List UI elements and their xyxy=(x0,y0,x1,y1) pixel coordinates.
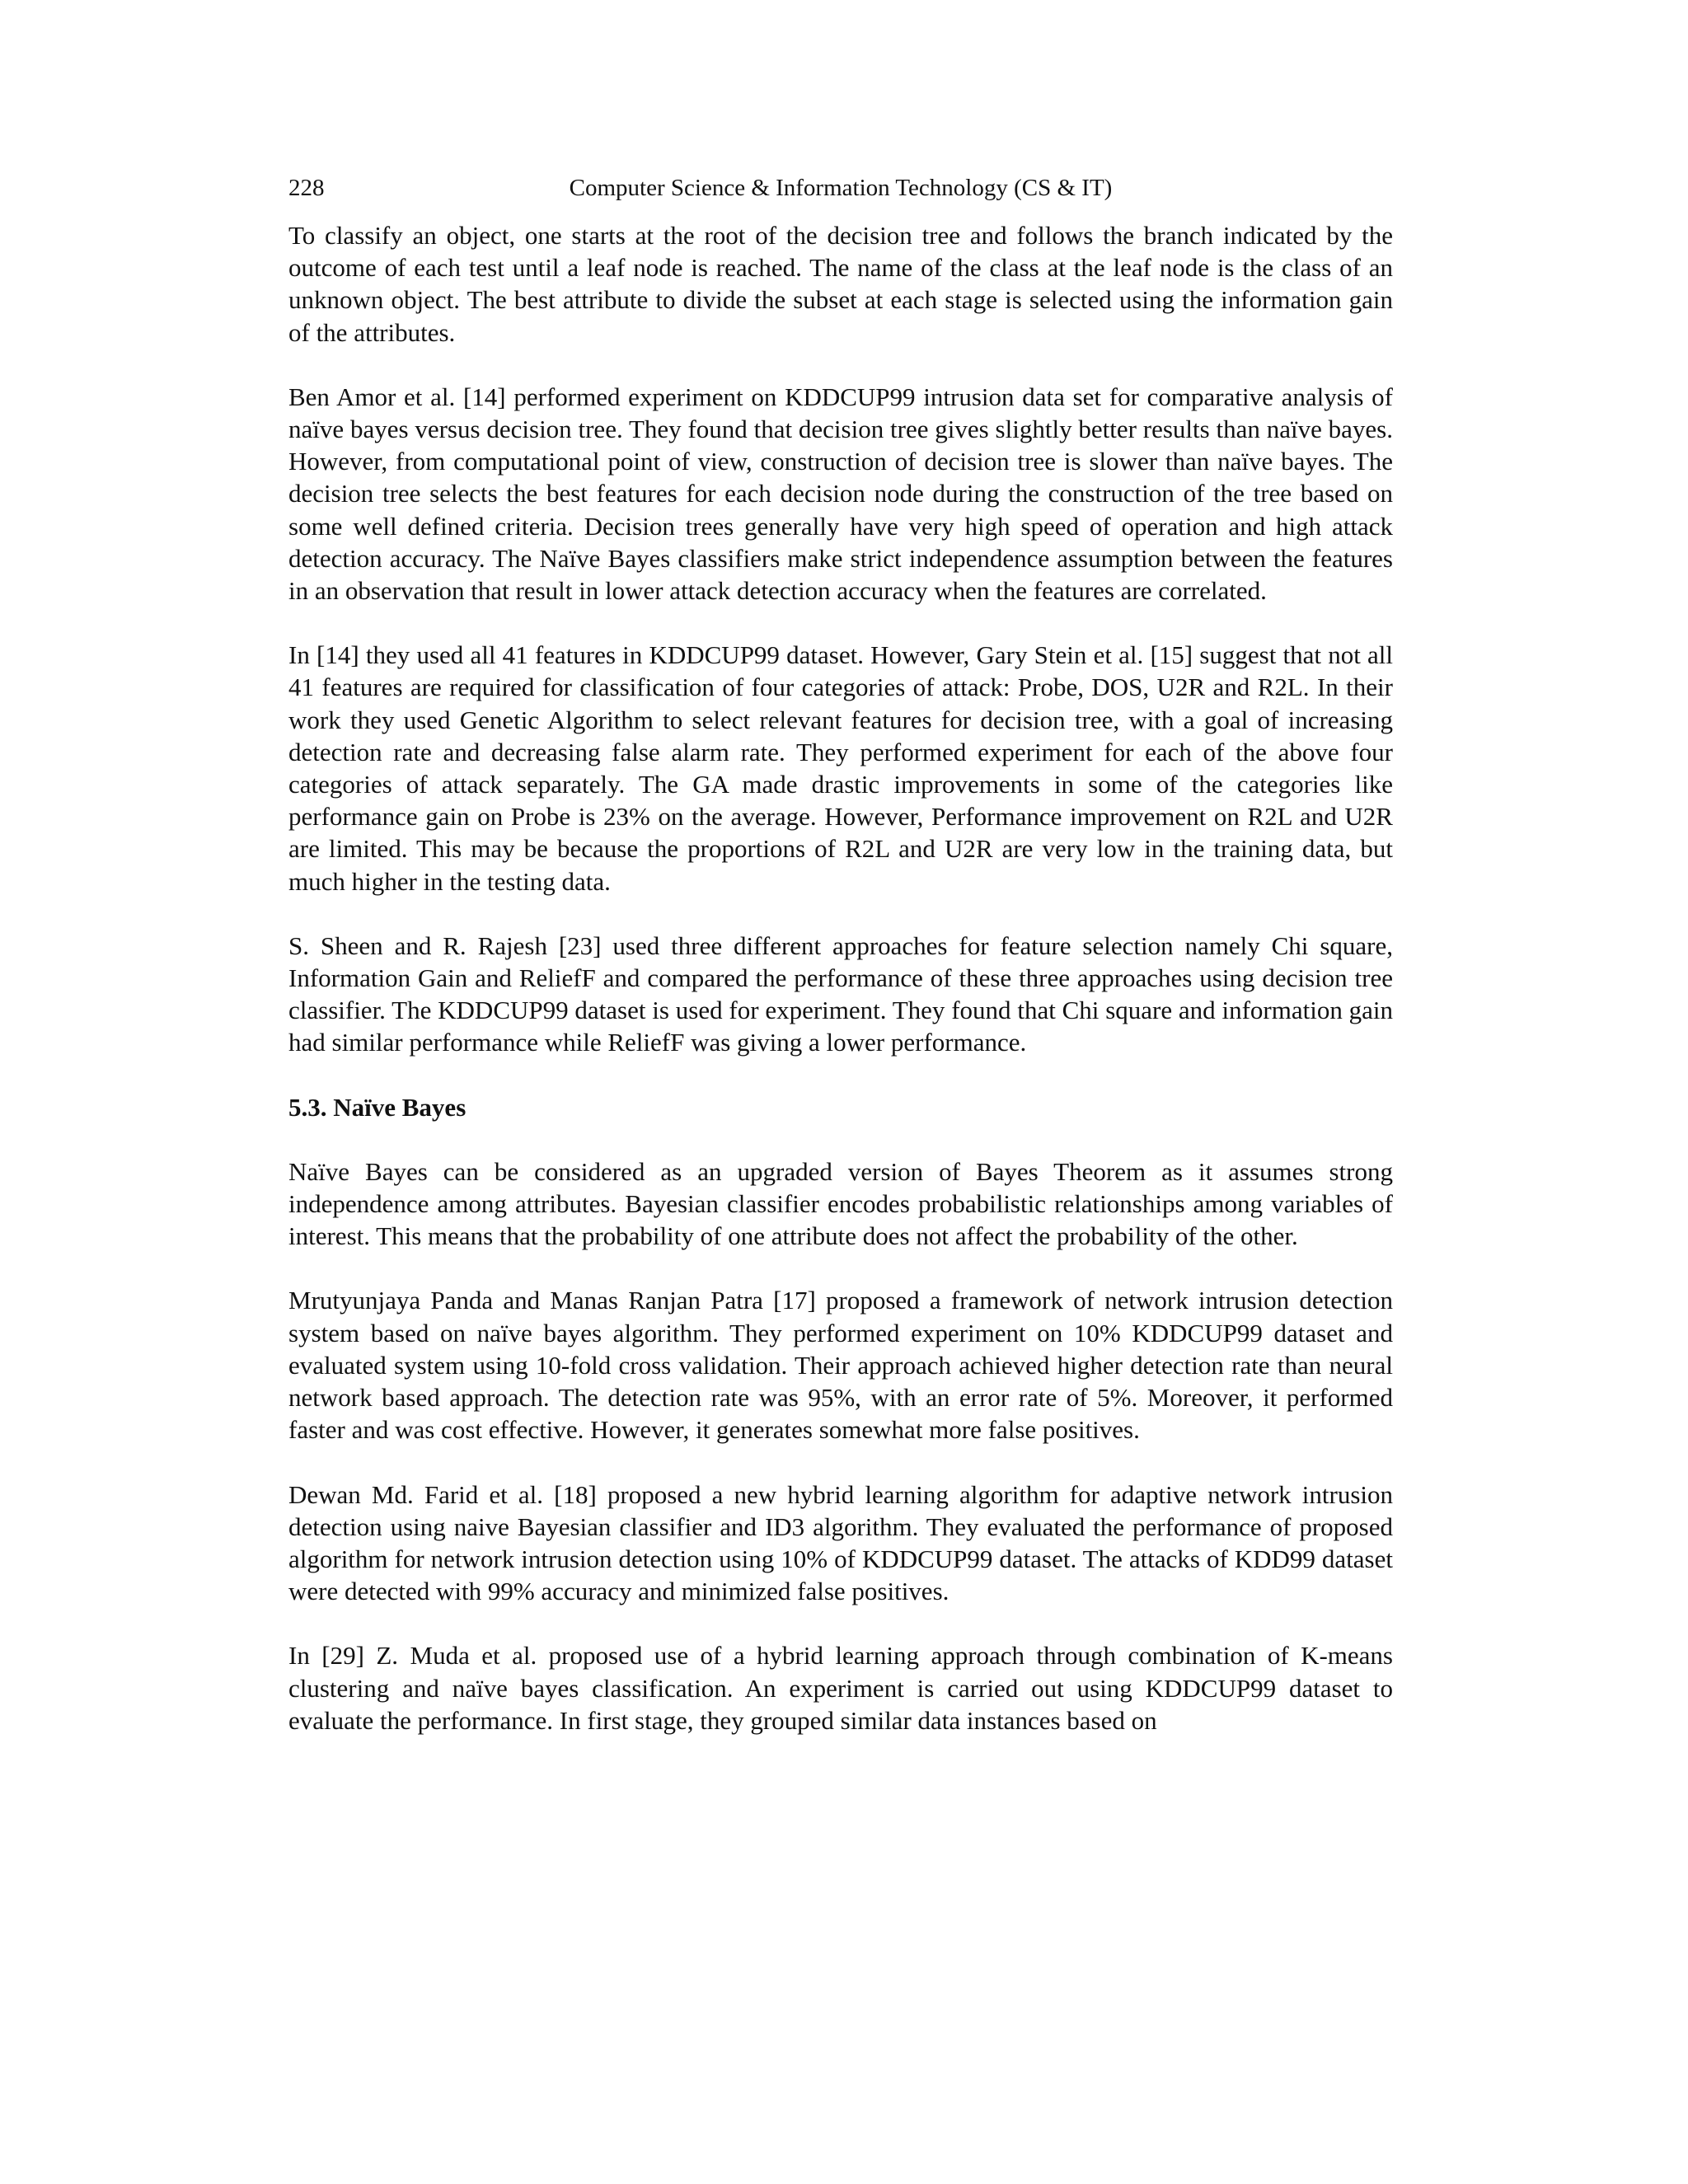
paragraph-farid: Dewan Md. Farid et al. [18] proposed a new hybrid learning algorithm for adaptive network intrusion detection using naive Bayesian classifier and ID3 algorithm. They evaluated the performance of proposed algorithm for network intrusion detection using 10% of KDDCUP99 dataset. The attacks of KDD99 dataset were detected with 99% accuracy and minimized false positives. xyxy=(288,1479,1393,1606)
running-header xyxy=(288,171,1393,204)
paper-page xyxy=(288,0,1393,2184)
page-number: 228 xyxy=(288,175,325,201)
section-heading-naive-bayes: 5.3. Naïve Bayes xyxy=(288,1092,467,1122)
paragraph-gary-stein: In [14] they used all 41 features in KDDCUP99 dataset. However, Gary Stein et al. [15] suggest that not all 41 features are required for classification of four categories of attack: Probe, DOS, U2R and R2L. In their work they used Genetic Algorithm to select relevant features for decision tree, with a goal of increasing detection rate and decreasing false alarm rate. They performed experiment for each of the above four categories of attack separately. The GA made drastic improvements in some of the categories like performance gain on Probe is 23% on the average. However, Performance improvement on R2L and U2R are limited. This may be because the proportions of R2L and U2R are very low in the training data, but much higher in the testing data. xyxy=(288,640,1393,896)
paragraph-decision-tree-classify: To classify an object, one starts at the root of the decision tree and follows the branch indicated by the outcome of each test until a leaf node is reached. The name of the class at the leaf node is the class of an unknown object. The best attribute to divide the subset at each stage is selected using the information gain of the attributes. xyxy=(288,221,1393,347)
paragraph-muda: In [29] Z. Muda et al. proposed use of a hybrid learning approach through combination of K-means clustering and naïve bayes classification. An experiment is carried out using KDDCUP99 dataset to evaluate the performance. In first stage, they grouped similar data instances based on xyxy=(288,1641,1393,1735)
journal-title: Computer Science & Information Technology (CS & IT) xyxy=(569,175,1113,201)
paragraph-ben-amor: Ben Amor et al. [14] performed experiment on KDDCUP99 intrusion data set for comparative analysis of naïve bayes versus decision tree. They found that decision tree gives slightly better results than naïve bayes. However, from computational point of view, construction of decision tree is slower than naïve bayes. The decision tree selects the best features for each decision node during the construction of the tree based on some well defined criteria. Decision trees generally have very high speed of operation and high attack detection accuracy. The Naïve Bayes classifiers make strict independence assumption between the features in an observation that result in lower attack detection accuracy when the features are correlated. xyxy=(288,382,1393,606)
body-text xyxy=(288,219,1393,1769)
paragraph-sheen-rajesh: S. Sheen and R. Rajesh [23] used three different approaches for feature selection namely Chi square, Information Gain and ReliefF and compared the performance of these three approaches using decision tree classifier. The KDDCUP99 dataset is used for experiment. They found that Chi square and information gain had similar performance while ReliefF was giving a lower performance. xyxy=(288,930,1393,1057)
paragraph-panda-patra: Mrutyunjaya Panda and Manas Ranjan Patra [17] proposed a framework of network intrusion detection system based on naïve bayes algorithm. They performed experiment on 10% KDDCUP99 dataset and evaluated system using 10-fold cross validation. Their approach achieved higher detection rate than neural network based approach. The detection rate was 95%, with an error rate of 5%. Moreover, it performed faster and was cost effective. However, it generates somewhat more false positives. xyxy=(288,1286,1393,1445)
paragraph-naive-bayes-intro: Naïve Bayes can be considered as an upgraded version of Bayes Theorem as it assumes strong independence among attributes. Bayesian classifier encodes probabilistic relationships among variables of interest. This means that the probability of one attribute does not affect the probability of the other. xyxy=(288,1156,1393,1251)
